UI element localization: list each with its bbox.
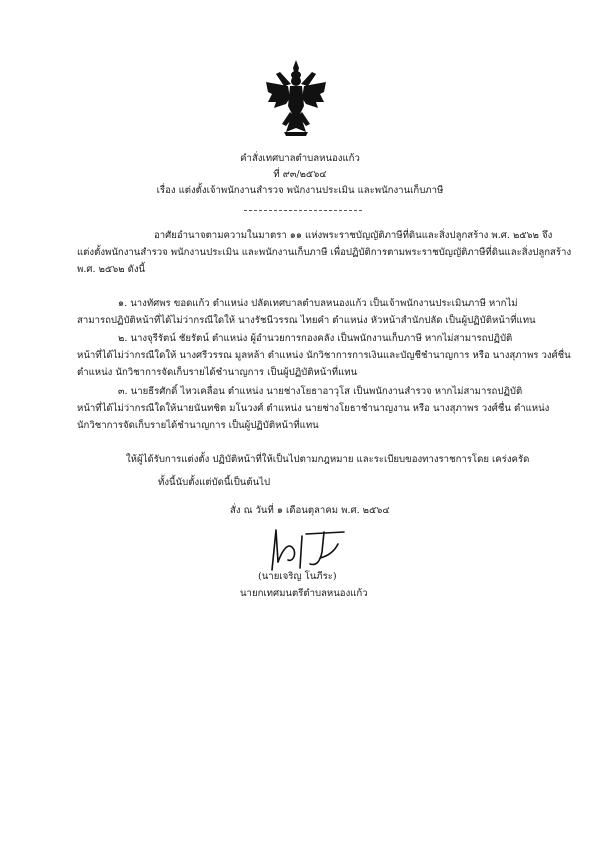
item-3-line-3: นักวิชาการจัดเก็บรายได้ชำนาญการ เป็นผู้ปฏิบัติหน้าที่แทน [77,420,319,431]
order-title: คำสั่งเทศบาลตำบลหนองแก้ว [240,153,360,164]
item-2-line-1: ๒. นางจุรีรัตน์ ชัยรัตน์ ตำแหน่ง ผู้อำนวยการกองคลัง เป็นพนักงานเก็บภาษี หากไม่สามารถปฏิบัติ [118,333,513,344]
item-3-line-2: หน้าที่ได้ไม่ว่ากรณีใดให้นายนันทชิต มโนวงศ์ ตำแหน่ง นายช่างโยธาชำนาญงาน หรือ นางสุภาพร วงศ์ชื่น ตำแหน่ง [77,403,550,414]
signer-name: (นายเจริญ โนภีระ) [258,571,337,582]
preamble-line-1: อาศัยอำนาจตามความในมาตรา ๑๑ แห่งพระราชบัญญัติภาษีที่ดินและสิ่งปลูกสร้าง พ.ศ. ๒๕๖๒ จึง [154,230,553,241]
title-divider [244,210,362,211]
issue-date: สั่ง ณ วันที่ ๑ เดือนตุลาคม พ.ศ. ๒๕๖๔ [230,505,390,516]
item-2-line-3: ตำแหน่ง นักวิชาการจัดเก็บรายได้ชำนาญการ เป็นผู้ปฏิบัติหน้าที่แทน [77,367,358,378]
order-number: ที่ ๙๓/๒๕๖๔ [273,169,327,180]
item-2-line-2: หน้าที่ได้ไม่ว่ากรณีใดให้ นางศรีวรรณ มูลหล้า ตำแหน่ง นักวิชาการการเงินและบัญชีชำนาญการ หรือ นางสุภาพร วงศ์ชื่น [77,350,571,361]
order-subject: เรื่อง แต่งตั้งเจ้าพนักงานสำรวจ พนักงานประเมิน และพนักงานเก็บภาษี [156,185,444,196]
signer-position: นายกเทศมนตรีตำบลหนองแก้ว [240,588,368,599]
preamble-line-2: แต่งตั้งพนักงานสำรวจ พนักงานประเมิน และพนักงานเก็บภาษี เพื่อปฏิบัติการตามพระราชบัญญัติภาษีที่ดินและสิ่งปลูกสร้าง [77,247,572,258]
preamble-line-3: พ.ศ. ๒๕๖๒ ดังนี้ [77,264,146,275]
closing-instruction: ให้ผู้ได้รับการแต่งตั้ง ปฏิบัติหน้าที่ให้เป็นไปตามกฎหมาย และระเบียบของทางราชการโดย เคร่งครัด [126,454,530,465]
item-3-line-1: ๓. นายธีรศักดิ์ ไหวเคลื่อน ตำแหน่ง นายช่างโยธาอาวุโส เป็นพนักงานสำรวจ หากไม่สามารถปฏิบัติ [118,386,523,397]
item-1-line-2: สามารถปฏิบัติหน้าที่ได้ไม่ว่ากรณีใดให้ นางรัชนีวรรณ ไทยคำ ตำแหน่ง หัวหน้าสำนักปลัด เป็นผู้ปฏิบัติหน้าที่แทน [77,315,536,326]
closing-effective: ทั้งนี้นับตั้งแต่บัดนี้เป็นต้นไป [158,477,271,488]
garuda-emblem-icon [264,58,328,138]
item-1-line-1: ๑. นางทัศพร ขอดแก้ว ตำแหน่ง ปลัดเทศบาลตำบลหนองแก้ว เป็นเจ้าพนักงานประเมินภาษี หากไม่ [118,298,518,309]
